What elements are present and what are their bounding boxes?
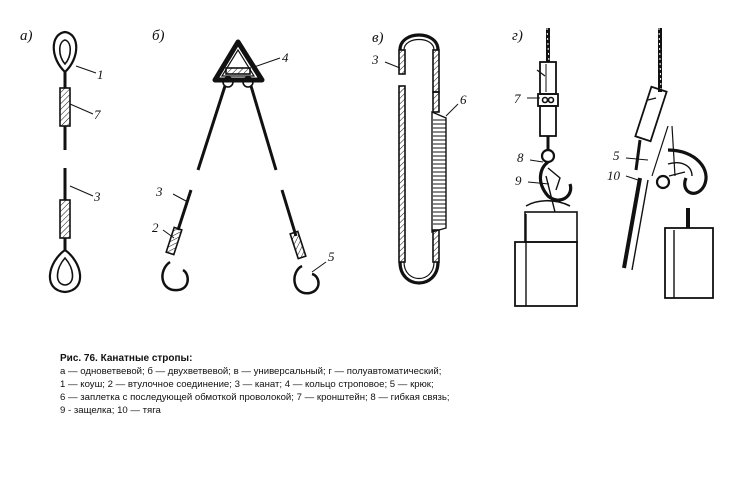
thimble-top: [54, 32, 77, 72]
part-number-5-g: 5: [613, 148, 620, 163]
part-number-8: 8: [517, 150, 524, 165]
splice-wrapping: [432, 112, 446, 232]
caption-line-1: а — одноветвевой; б — двухветвевой; в — универсальный; г — полуавтоматический;: [60, 366, 442, 377]
sleeve-joint-top: [60, 88, 70, 126]
panel-label-b: б): [152, 28, 165, 44]
panel-label-a: а): [20, 28, 33, 44]
part-number-1: 1: [97, 67, 104, 82]
rope-v-left: [399, 86, 405, 262]
rope-b-left-top: [198, 86, 225, 170]
panel-a-single-leg-sling: [20, 28, 104, 292]
panel-g-semiauto-sling: [512, 28, 713, 306]
part-number-3-b: 3: [156, 184, 163, 199]
panel-b-two-leg-sling: [152, 28, 335, 293]
caption-line-3: 6 — заплетка с последующей обмоткой проволокой; 7 — кронштейн; 8 — гибкая связь;: [60, 392, 450, 403]
part-number-3: 3: [94, 189, 101, 204]
panel-label-v: в): [372, 30, 384, 46]
part-number-3-v: 3: [372, 52, 379, 67]
thimble-bottom: [50, 250, 80, 292]
sling-ring: [215, 42, 262, 87]
part-number-4: 4: [282, 50, 289, 65]
caption-line-4: 9 - защелка; 10 — тяга: [60, 405, 161, 416]
caption-title: Рис. 76. Канатные стропы:: [60, 353, 193, 364]
part-number-10: 10: [607, 168, 620, 183]
part-number-6: 6: [460, 92, 467, 107]
caption-line-2: 1 — коуш; 2 — втулочное соединение; 3 — канат; 4 — кольцо строповое; 5 — крюк;: [60, 379, 434, 390]
rope-b-right-bottom: [282, 190, 296, 236]
part-number-9: 9: [515, 173, 522, 188]
part-number-7-g: 7: [514, 91, 521, 106]
part-number-5: 5: [328, 249, 335, 264]
hook-left: [162, 262, 187, 290]
part-number-7: 7: [94, 107, 101, 122]
hook-with-latch: [526, 150, 571, 212]
panel-v-universal-sling: [371, 30, 467, 283]
rope-b-left-bottom: [178, 190, 191, 230]
load-block-right: [665, 228, 713, 298]
hook-open: [657, 150, 706, 193]
load-block-left-body: [515, 242, 577, 306]
bracket-tilted: [635, 87, 666, 170]
panel-label-g: г): [512, 28, 523, 44]
load-block-left: [525, 212, 577, 242]
rope-b-right-top: [251, 86, 276, 170]
pull-rod: [624, 178, 640, 268]
sleeve-joint-bottom: [60, 200, 70, 238]
figure-caption: [60, 352, 700, 417]
bracket: [537, 62, 558, 150]
part-number-2: 2: [152, 220, 159, 235]
